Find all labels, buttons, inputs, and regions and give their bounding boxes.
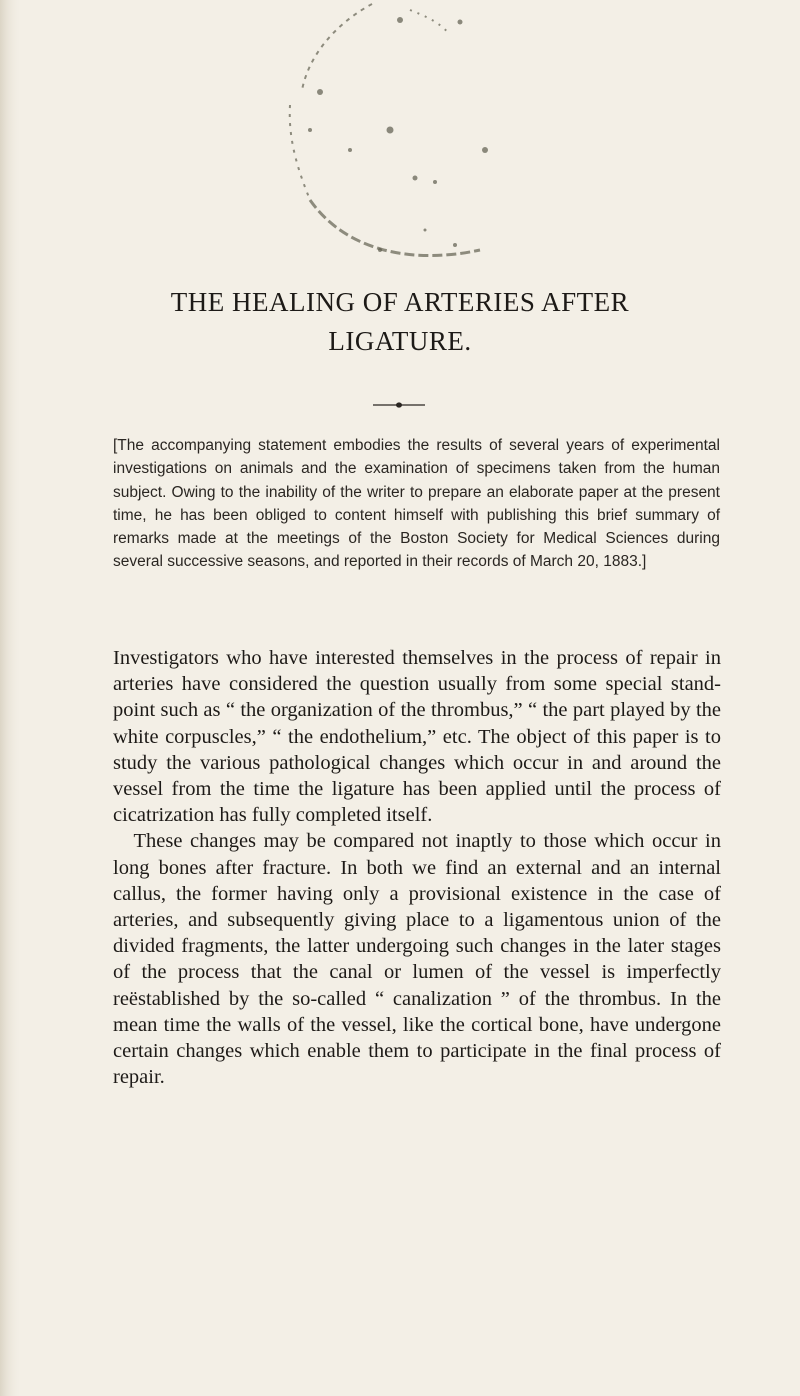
editorial-note: [The accompanying statement embodies the results of several years of experimental investigations on animals and the examination of specimens taken from the human subject. Owing to the inability of the writer to prepare an elaborate paper at the present time, he has been obliged to content himself with publishing this brief summary of remarks made at the meetings of the Boston Society for Medical Sciences during several successive seasons, and reported in their records of March 20, 1883.] xyxy=(113,437,720,571)
library-stamp-icon xyxy=(250,0,510,285)
page-edge-shadow xyxy=(0,0,22,1396)
article-title: THE HEALING OF ARTERIES AFTER xyxy=(170,287,630,317)
paragraph: Investigators who have interested themselves in the process of repair in arteries have considered the question usually from some special stand-point such as “ the organization of the thrombus,” “ the part played by the white corpuscles,” “ the endothelium,” etc. The object of this paper is to study the various pathological changes which occur in and around the vessel from the time the ligature has been applied until the process of cicatrization has fully completed itself. xyxy=(113,647,721,827)
article-title-continued: LIGATURE. xyxy=(328,326,472,356)
divider-ornament-icon xyxy=(373,401,425,409)
paragraph: These changes may be compared not inaptly to those which occur in long bones after fracture. In both we find an external and an internal callus, the former having only a provisional existence in the case of arteries, and subsequently giving place to a ligamentous union of the divided fragments, the latter undergoing such changes in the later stages of the process that the canal or lumen of the vessel is imperfectly reëstablished by the so-called “ canalization ” of the thrombus. In the mean time the walls of the vessel, like the cortical bone, have undergone certain changes which enable them to participate in the final process of repair. xyxy=(113,830,721,1089)
article-body xyxy=(113,645,721,1090)
